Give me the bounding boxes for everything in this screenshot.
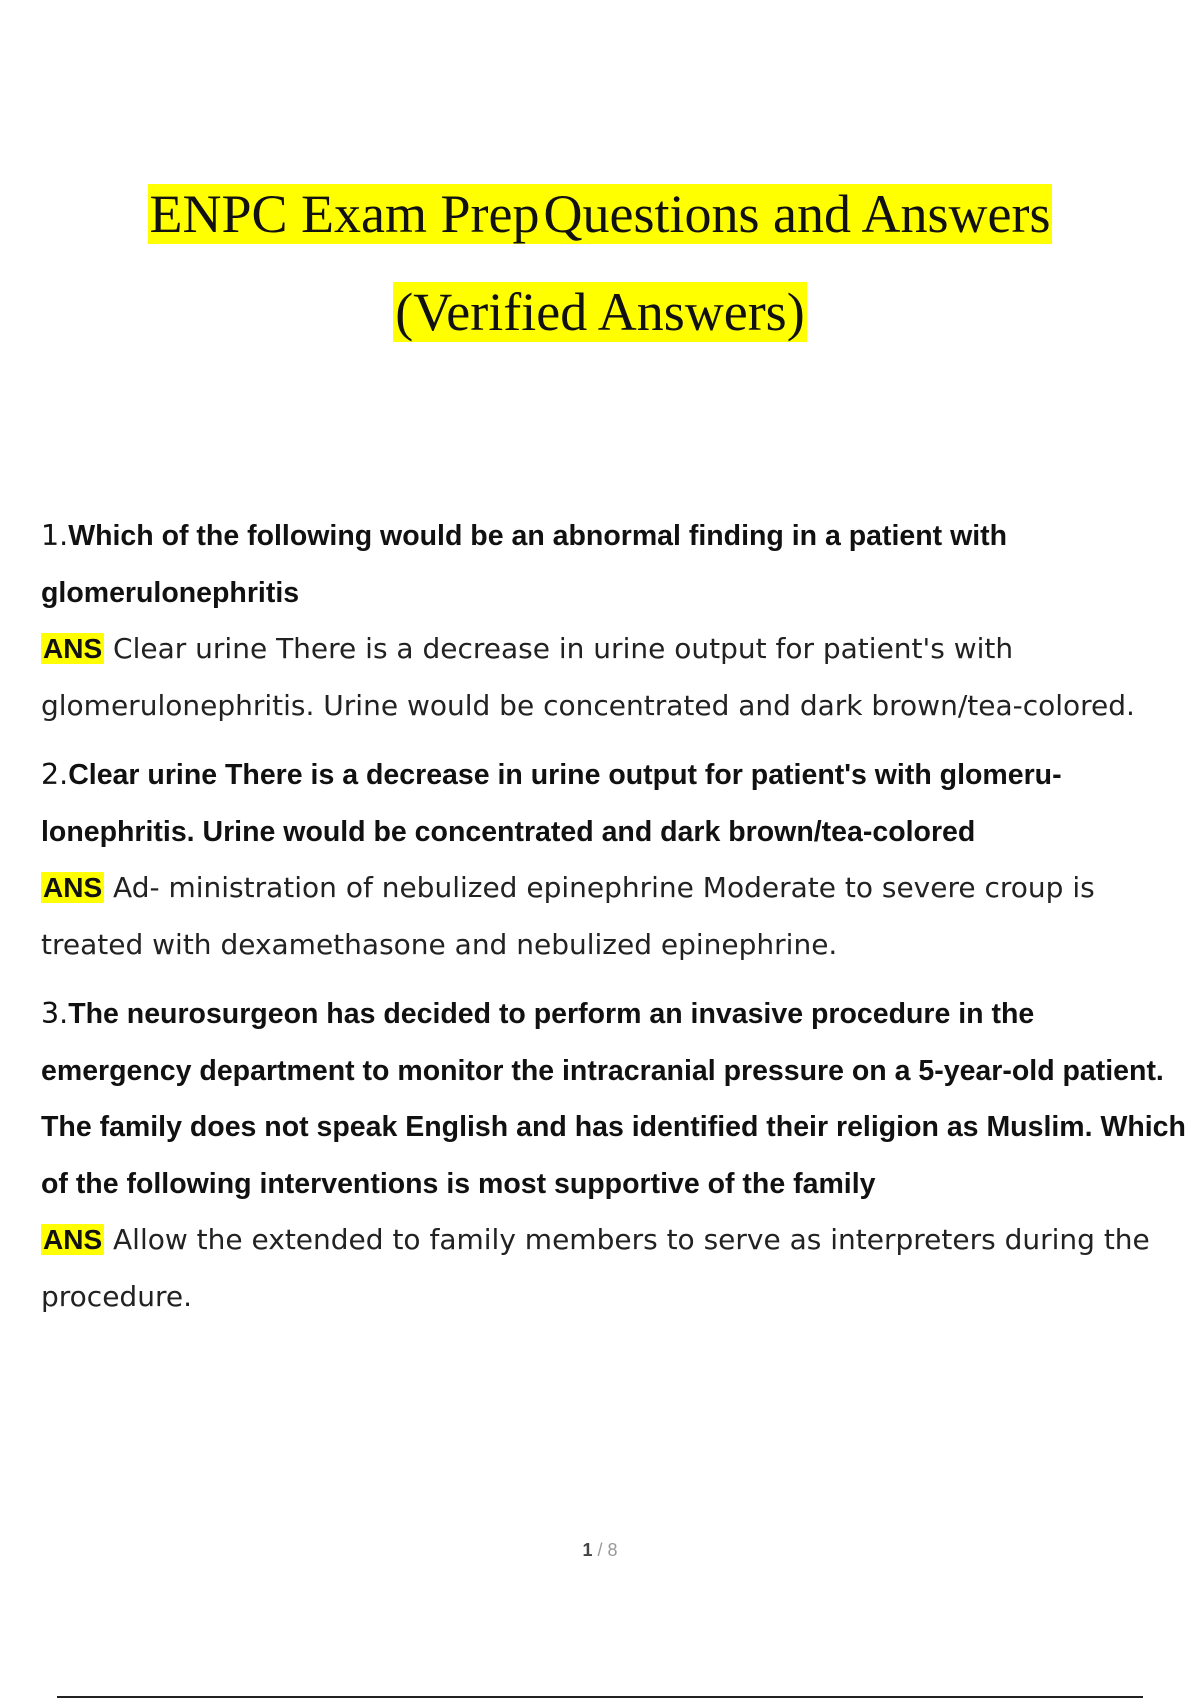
document-subtitle bbox=[0, 280, 1200, 344]
page-indicator bbox=[0, 1540, 1200, 1561]
answer-text: Allow the extended to family members to serve as interpreters during the procedure. bbox=[41, 1223, 1150, 1313]
qa-item bbox=[41, 986, 1191, 1325]
answer bbox=[41, 860, 1191, 973]
total-pages: 8 bbox=[607, 1540, 618, 1560]
question-number: 1. bbox=[41, 519, 69, 552]
ans-label: ANS bbox=[43, 1224, 103, 1255]
document-title bbox=[0, 182, 1200, 246]
qa-item bbox=[41, 508, 1191, 734]
question-text: Which of the following would be an abnormal finding in a patient with glomerulonephritis bbox=[41, 520, 1008, 609]
question-text: Clear urine There is a decrease in urine output for patient's with glomeru- lonephritis. Urine would be concentrated and dark brown/tea-colored bbox=[41, 759, 1062, 848]
title-part-1: ENPC Exam Prep bbox=[149, 184, 540, 244]
title-part-2: Questions and Answers bbox=[543, 184, 1051, 244]
question-number: 3. bbox=[41, 997, 69, 1030]
question bbox=[41, 747, 1191, 860]
subtitle-text: (Verified Answers) bbox=[395, 282, 805, 342]
question-number: 2. bbox=[41, 758, 69, 791]
ans-label: ANS bbox=[43, 872, 103, 903]
page-divider bbox=[57, 1696, 1143, 1698]
qa-item bbox=[41, 747, 1191, 973]
page-separator: / bbox=[592, 1540, 608, 1560]
answer-text: Clear urine There is a decrease in urine output for patient's with glomerulonephritis. Urine would be concentrated and dark brown/tea-colored. bbox=[41, 632, 1135, 722]
question-text: The neurosurgeon has decided to perform an invasive procedure in the emergency department to monitor the intracranial pressure on a 5-year-old patient. The family does not speak English and has identified their religion as Muslim. Which of the following interventions is most supportive of the family bbox=[41, 998, 1186, 1200]
ans-label: ANS bbox=[43, 633, 103, 664]
qa-list bbox=[41, 508, 1191, 1338]
answer bbox=[41, 1212, 1191, 1325]
current-page: 1 bbox=[582, 1540, 593, 1560]
answer bbox=[41, 621, 1191, 734]
answer-text: Ad- ministration of nebulized epinephrine Moderate to severe croup is treated with dexamethasone and nebulized epinephrine. bbox=[41, 871, 1095, 961]
question bbox=[41, 508, 1191, 621]
question bbox=[41, 986, 1191, 1212]
